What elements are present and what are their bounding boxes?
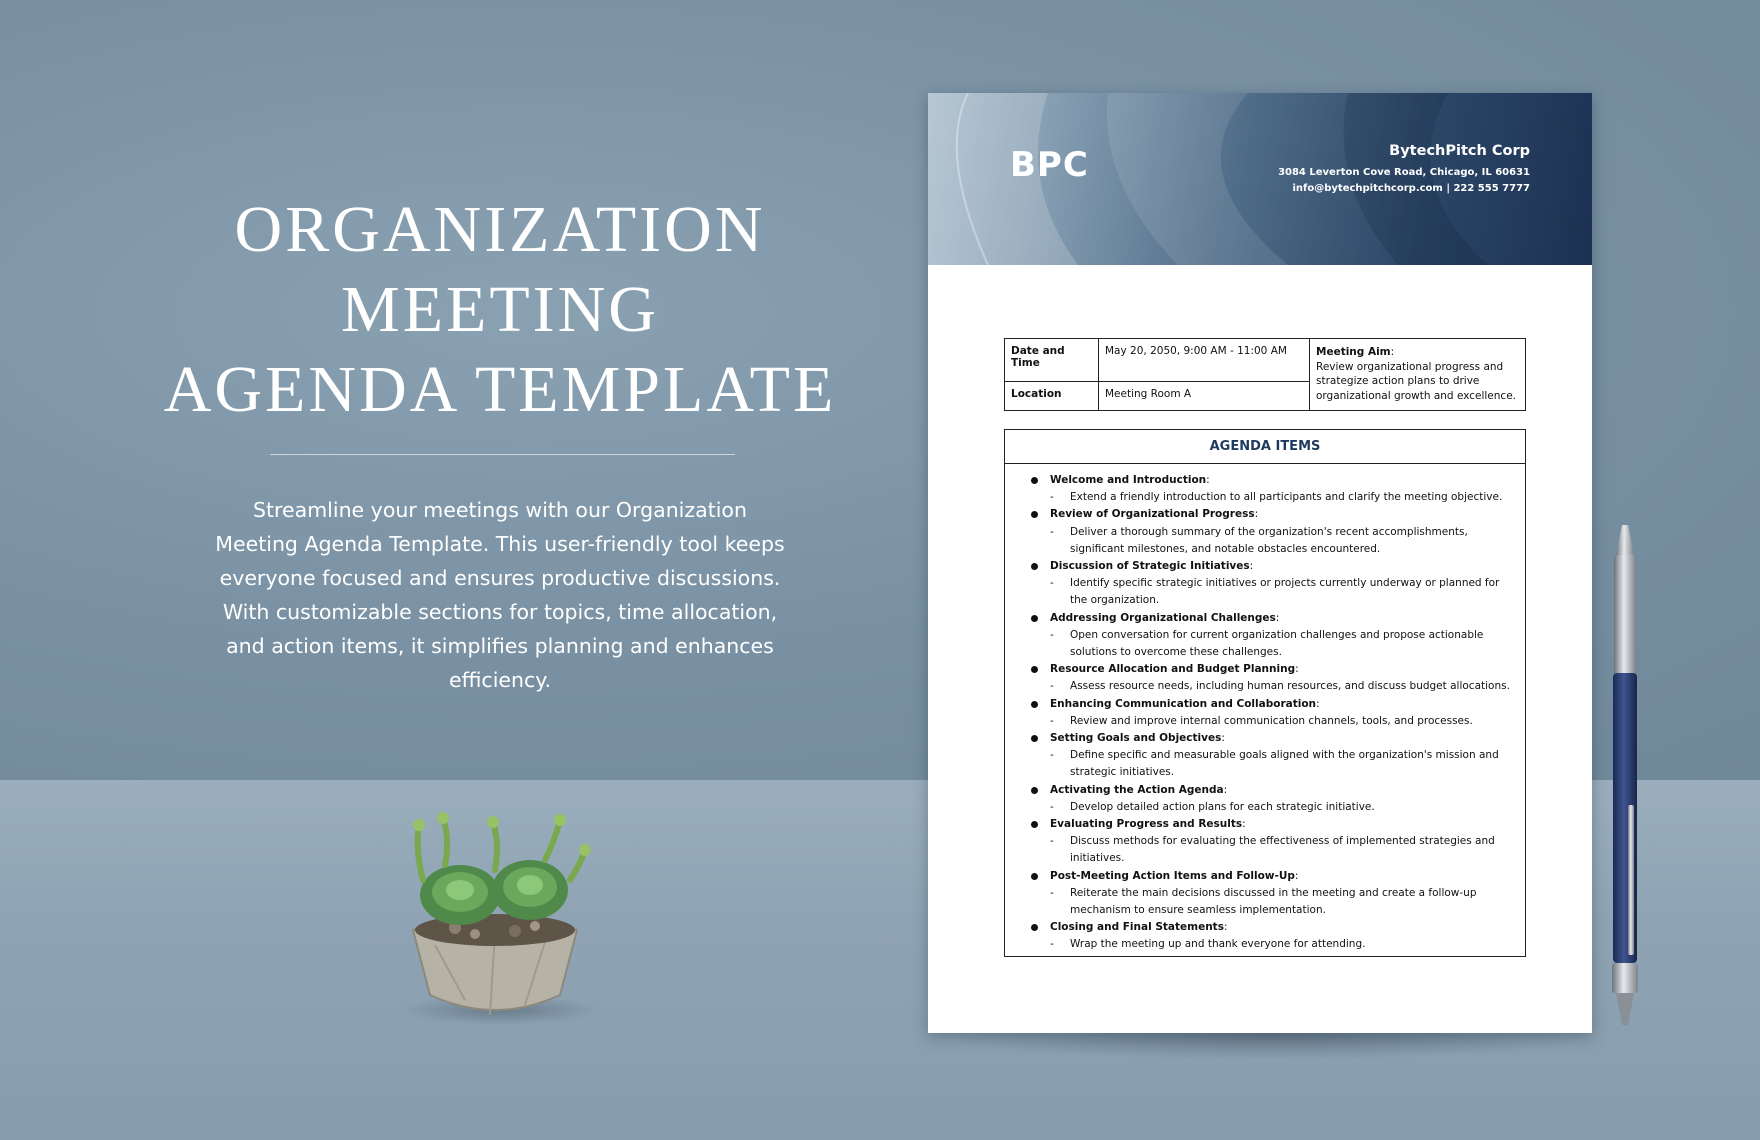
meeting-aim-cell: Meeting Aim: Review organizational progress and strategize action plans to drive organizational growth and excellence. bbox=[1310, 339, 1526, 411]
dash-marker: - bbox=[1050, 577, 1054, 590]
date-value: May 20, 2050, 9:00 AM - 11:00 AM bbox=[1099, 339, 1310, 382]
aim-label: Meeting Aim bbox=[1316, 346, 1391, 358]
dash-marker: - bbox=[1050, 491, 1054, 504]
agenda-item: Setting Goals and Objectives: bbox=[1031, 730, 1515, 747]
agenda-item: Addressing Organizational Challenges: bbox=[1031, 610, 1515, 627]
agenda-item-detail-text: Deliver a thorough summary of the organization's recent accomplishments, significant milestones, and notable obstacles encountered. bbox=[1070, 525, 1468, 555]
dash-marker: - bbox=[1050, 628, 1054, 641]
agenda-item-title: Addressing Organizational Challenges bbox=[1050, 611, 1276, 624]
aim-value: Review organizational progress and strategize action plans to drive organizational growth and excellence. bbox=[1316, 360, 1516, 402]
title-line-3: AGENDA TEMPLATE bbox=[163, 353, 837, 426]
agenda-item-title: Review of Organizational Progress bbox=[1050, 508, 1255, 521]
meeting-info-table bbox=[1004, 338, 1526, 411]
agenda-item-detail bbox=[1031, 627, 1515, 661]
bullet-icon bbox=[1031, 924, 1038, 931]
dash-marker: - bbox=[1050, 714, 1054, 727]
company-contact: info@bytechpitchcorp.com | 222 555 7777 bbox=[1292, 183, 1530, 194]
agenda-item-title: Discussion of Strategic Initiatives bbox=[1050, 560, 1250, 573]
dash-marker: - bbox=[1050, 835, 1054, 848]
agenda-item-detail-text: Identify specific strategic initiatives or projects currently underway or planned for the organization. bbox=[1070, 577, 1500, 607]
dash-marker: - bbox=[1050, 938, 1054, 951]
bullet-icon bbox=[1031, 701, 1038, 708]
agenda-box bbox=[1004, 429, 1526, 957]
date-label: Date and Time bbox=[1005, 339, 1099, 382]
agenda-item-detail bbox=[1031, 524, 1515, 558]
agenda-item-detail bbox=[1031, 678, 1515, 695]
agenda-item-detail-text: Define specific and measurable goals aligned with the organization's mission and strategic initiatives. bbox=[1070, 749, 1499, 779]
agenda-item-detail-text: Extend a friendly introduction to all participants and clarify the meeting objective. bbox=[1070, 491, 1503, 504]
agenda-item: Discussion of Strategic Initiatives: bbox=[1031, 558, 1515, 575]
agenda-item-detail-text: Discuss methods for evaluating the effectiveness of implemented strategies and initiatives. bbox=[1070, 835, 1495, 865]
agenda-list bbox=[1005, 464, 1525, 954]
title-line-2: MEETING bbox=[341, 273, 659, 346]
agenda-item-detail bbox=[1031, 747, 1515, 781]
agenda-item: Post-Meeting Action Items and Follow-Up: bbox=[1031, 868, 1515, 885]
document-header bbox=[928, 93, 1592, 265]
description: Streamline your meetings with our Organization Meeting Agenda Template. This user-friendly tool keeps everyone focused and ensures productive discussions. With customizable sections for topics, time allocation, and action items, it simplifies planning and enhances efficiency. bbox=[215, 498, 785, 692]
company-name: BytechPitch Corp bbox=[1389, 143, 1530, 159]
bullet-icon bbox=[1031, 666, 1038, 673]
agenda-item-title: Evaluating Progress and Results bbox=[1050, 818, 1243, 831]
agenda-item-title: Post-Meeting Action Items and Follow-Up bbox=[1050, 869, 1295, 882]
company-logo: BPC bbox=[1010, 145, 1089, 185]
bullet-icon bbox=[1031, 735, 1038, 742]
bullet-icon bbox=[1031, 511, 1038, 518]
title-line-1: ORGANIZATION bbox=[234, 193, 766, 266]
agenda-item-detail-text: Review and improve internal communication channels, tools, and processes. bbox=[1070, 714, 1473, 727]
company-info bbox=[1278, 143, 1530, 197]
agenda-item-detail bbox=[1031, 936, 1515, 953]
agenda-document bbox=[928, 93, 1592, 1033]
bullet-icon bbox=[1031, 615, 1038, 622]
agenda-item-detail-text: Assess resource needs, including human resources, and discuss budget allocations. bbox=[1070, 680, 1510, 693]
agenda-item-title: Activating the Action Agenda bbox=[1050, 783, 1224, 796]
agenda-item-title: Resource Allocation and Budget Planning bbox=[1050, 663, 1296, 676]
bullet-icon bbox=[1031, 873, 1038, 880]
bullet-icon bbox=[1031, 821, 1038, 828]
dash-marker: - bbox=[1050, 749, 1054, 762]
dash-marker: - bbox=[1050, 886, 1054, 899]
company-address: 3084 Leverton Cove Road, Chicago, IL 60631 bbox=[1278, 167, 1530, 178]
agenda-item: Evaluating Progress and Results: bbox=[1031, 816, 1515, 833]
agenda-item-detail bbox=[1031, 885, 1515, 919]
agenda-item-detail-text: Reiterate the main decisions discussed in the meeting and create a follow-up mechanism to ensure seamless implementation. bbox=[1070, 886, 1477, 917]
location-value: Meeting Room A bbox=[1099, 381, 1310, 410]
dash-marker: - bbox=[1050, 800, 1054, 813]
dash-marker: - bbox=[1050, 680, 1054, 693]
agenda-item-title: Enhancing Communication and Collaboration bbox=[1050, 697, 1317, 710]
succulent-plant-image bbox=[395, 810, 595, 1025]
agenda-item-detail bbox=[1031, 833, 1515, 867]
agenda-item-detail bbox=[1031, 713, 1515, 730]
bullet-icon bbox=[1031, 787, 1038, 794]
agenda-item: Enhancing Communication and Collaboration: bbox=[1031, 696, 1515, 713]
bullet-icon bbox=[1031, 477, 1038, 484]
bullet-icon bbox=[1031, 563, 1038, 570]
agenda-item-detail-text: Wrap the meeting up and thank everyone for attending. bbox=[1070, 938, 1366, 951]
dash-marker: - bbox=[1050, 525, 1054, 538]
agenda-item: Welcome and Introduction: bbox=[1031, 472, 1515, 489]
divider bbox=[270, 454, 735, 455]
page-title bbox=[100, 190, 900, 430]
agenda-item-detail bbox=[1031, 489, 1515, 506]
agenda-item: Closing and Final Statements: bbox=[1031, 919, 1515, 936]
agenda-item: Resource Allocation and Budget Planning: bbox=[1031, 661, 1515, 678]
agenda-item-title: Closing and Final Statements bbox=[1050, 921, 1224, 934]
agenda-item-detail-text: Develop detailed action plans for each strategic initiative. bbox=[1070, 800, 1375, 813]
agenda-item-detail-text: Open conversation for current organization challenges and propose actionable solutions to overcome these challenges. bbox=[1070, 628, 1484, 659]
agenda-item: Review of Organizational Progress: bbox=[1031, 506, 1515, 523]
agenda-item-title: Welcome and Introduction bbox=[1050, 474, 1207, 486]
agenda-title: AGENDA ITEMS bbox=[1005, 430, 1525, 464]
location-label: Location bbox=[1005, 381, 1099, 410]
agenda-item-detail bbox=[1031, 799, 1515, 816]
agenda-item: Activating the Action Agenda: bbox=[1031, 782, 1515, 799]
pen-image bbox=[1600, 525, 1650, 1025]
agenda-item-title: Setting Goals and Objectives bbox=[1050, 732, 1222, 745]
agenda-item-detail bbox=[1031, 575, 1515, 609]
